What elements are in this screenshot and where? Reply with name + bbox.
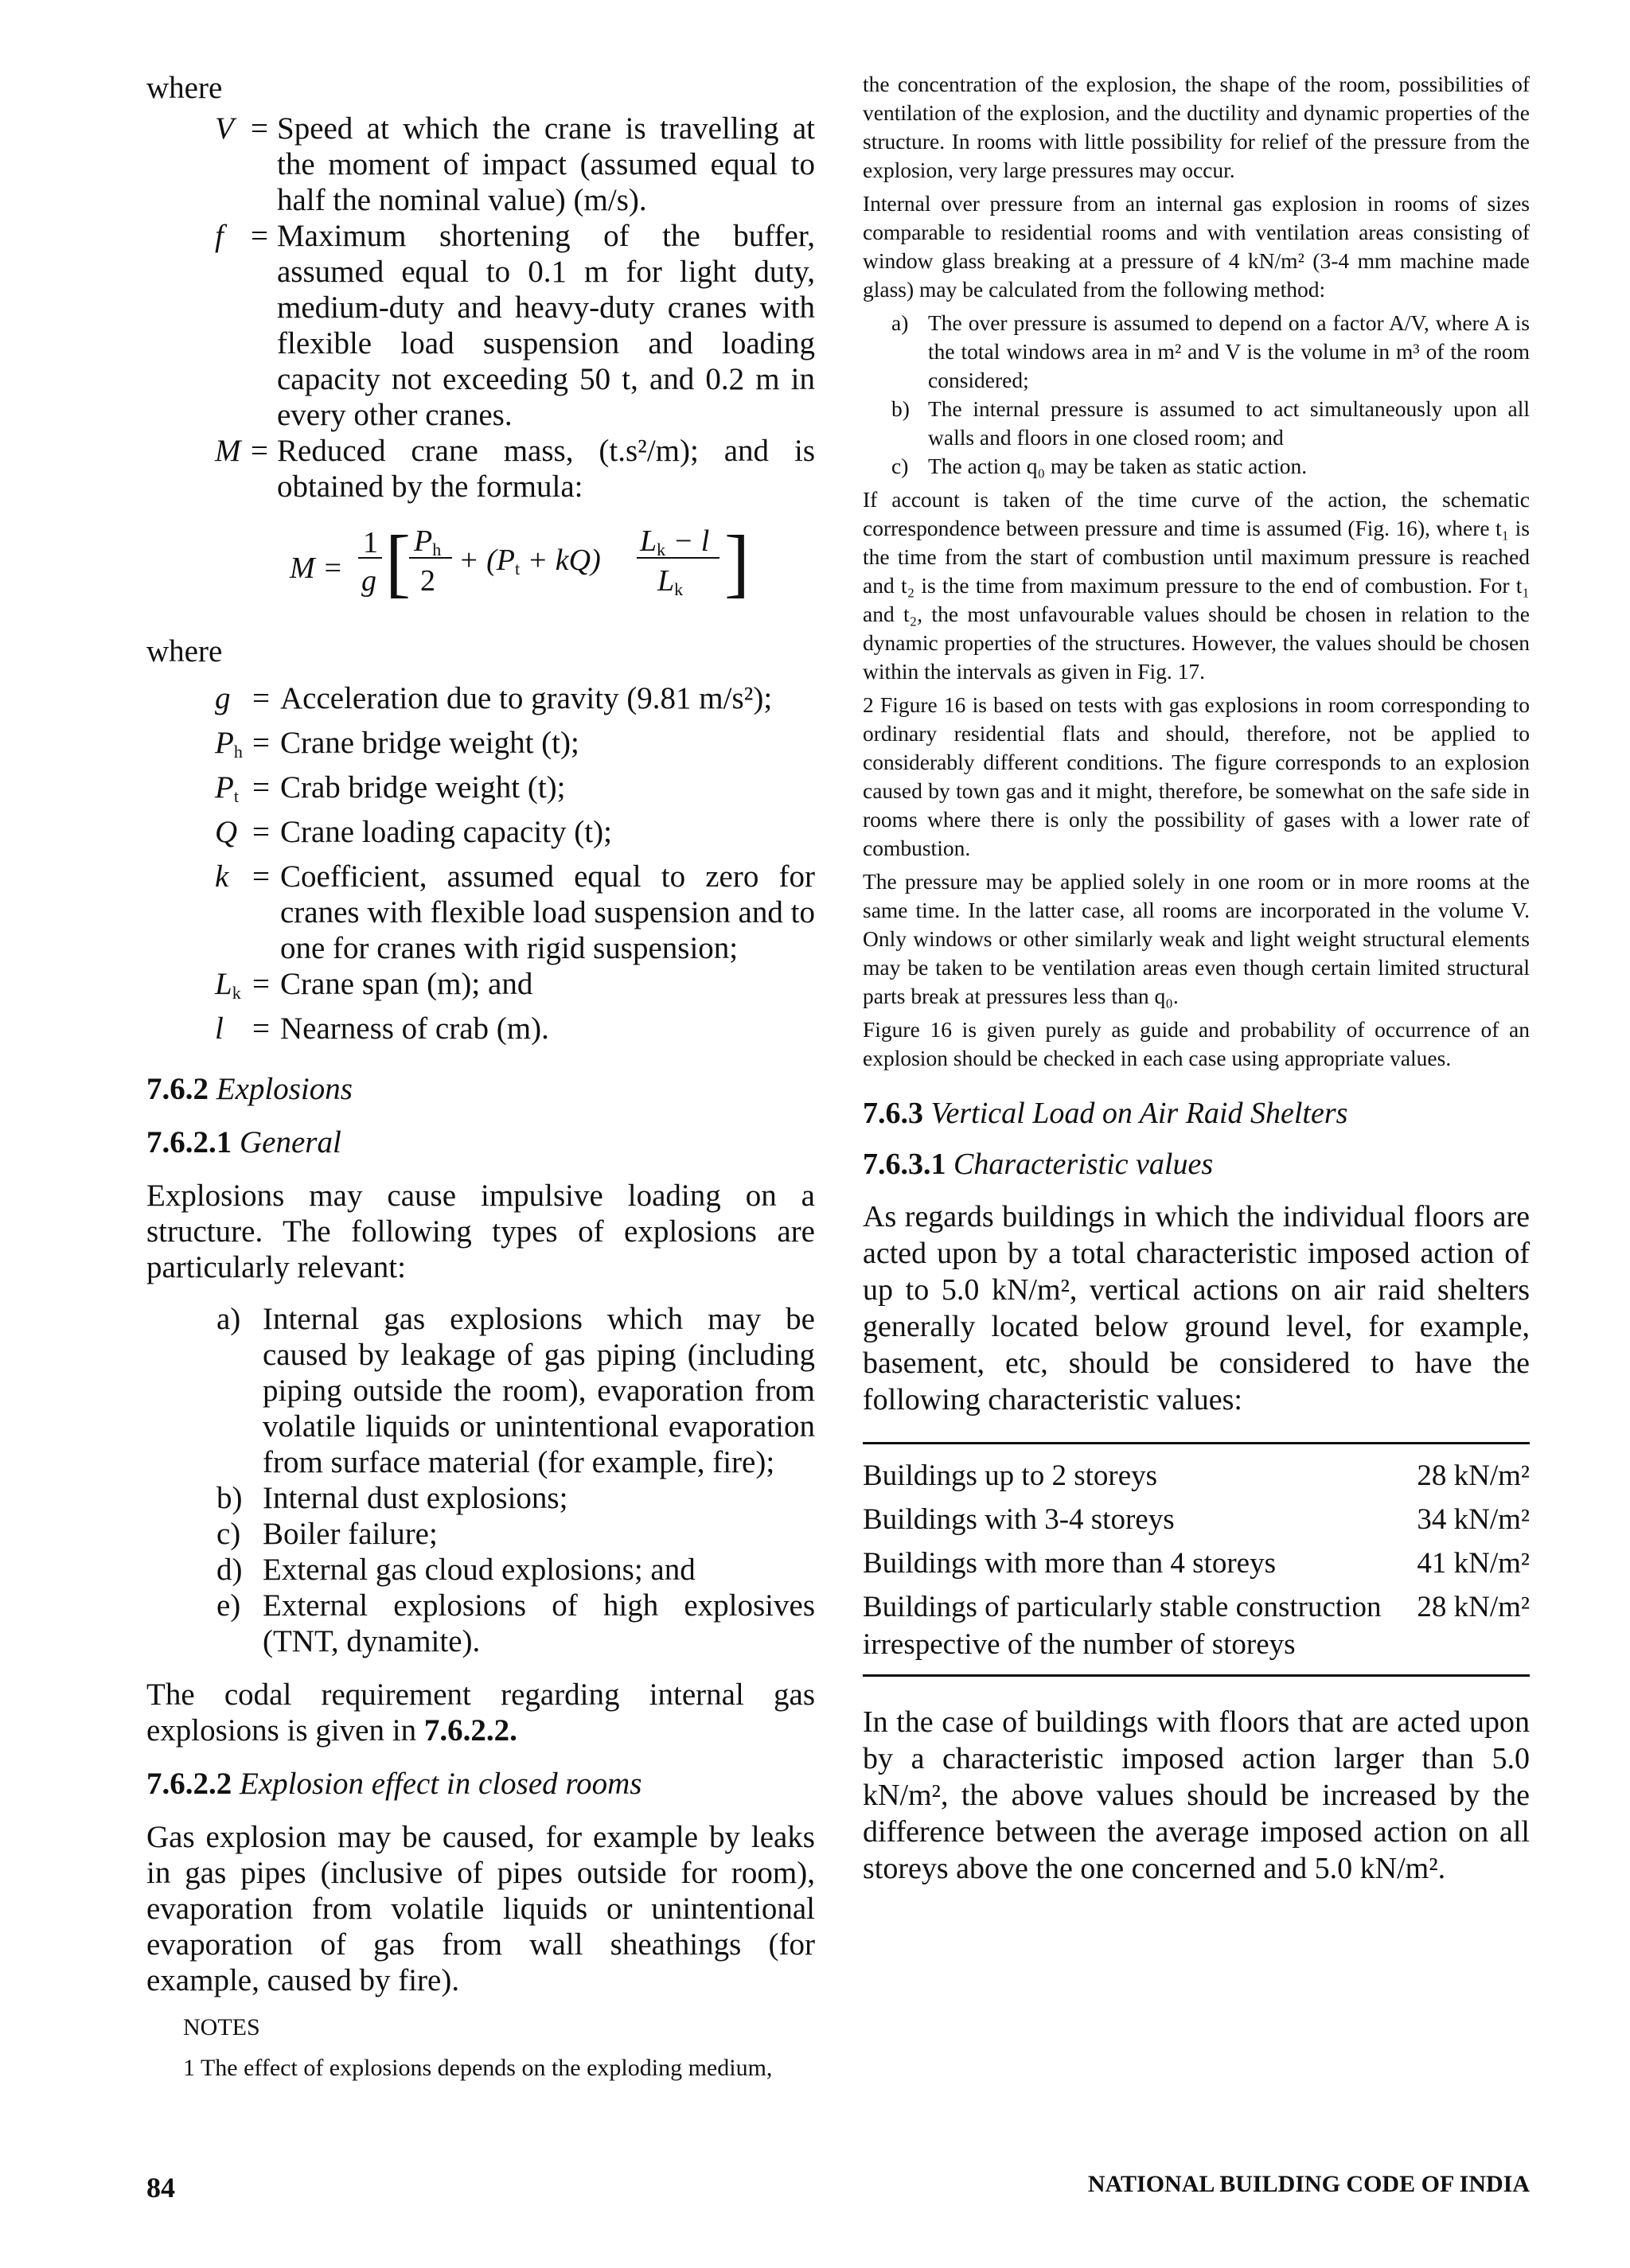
formula-lk-denominator [657,563,683,607]
var-symbol: f [215,219,224,253]
section-heading-7-6-2-1: 7.6.2.1 General [146,1125,341,1159]
list-item: d) External gas cloud explosions; and [216,1553,696,1587]
var-symbol: l [215,1011,224,1046]
where-label: where [146,634,223,668]
var-symbol: g [215,681,231,715]
var-equals: = [252,859,270,894]
ph-symbol: P [414,524,433,558]
formula-fraction-bar [409,557,452,559]
table-row: Buildings up to 2 storeys 28 kN/m² [863,1459,1530,1492]
right-column [863,70,1530,1887]
formula-lk-numerator [640,524,709,567]
formula-left-bracket: [ [385,520,411,605]
var-equals: = [251,111,268,146]
var-definition: Crane loading capacity (t); [280,815,612,849]
reduced-mass-formula [290,520,815,619]
list-item: a) The over pressure is assumed to depend on a factor A/V, where A is the total windows area in m² and V is the volume in m³ of the room considered; [891,310,1530,392]
variable-list-2 [210,680,815,1055]
var-definition: Maximum shortening of the buffer, assumed equal to 0.1 m for light duty, medium-duty and heavy-duty cranes with flexible load suspension and loading capacity not exceeding 50 t, and 0.2 m in every other cranes. [277,219,815,432]
ph-subscript: h [432,540,442,559]
formula-one: 1 [363,526,378,559]
figure-16-paragraph: Figure 16 is given purely as guide and probability of occurrence of an explosion should be checked in each case using appropriate values. [863,1017,1530,1070]
section-heading-7-6-3: 7.6.3 Vertical Load on Air Raid Shelters [863,1097,1348,1130]
table-row: Buildings with more than 4 storeys 41 kN/m² [863,1547,1530,1580]
var-equals: = [252,726,270,760]
minus-l: − l [665,524,710,558]
lk-den-symbol: L [657,564,675,598]
formula-right-bracket: ] [724,520,750,605]
table-row: Buildings of particularly stable construction irrespective of the number of storeys 28 kN/m² [863,1591,1530,1661]
method-list [863,309,1530,481]
var-definition: Reduced crane mass, (t.s²/m); and is obtained by the formula: [277,434,815,504]
list-item: a) Internal gas explosions which may be caused by leakage of gas piping (including piping outside the room), evaporation from volatile liquids or unintentional evaporation from surface material (for example, fire); [216,1302,815,1479]
pt-subscript: t [515,559,521,579]
where-label: where [146,71,223,105]
note-2: 2 Figure 16 is based on tests with gas explosions in room corresponding to ordinary residential flats and should, therefore, not be applied to considerably different conditions. The figure corresponds to an explosion caused by town gas and it might, therefore, be somewhat on the safe side in rooms where there is only the possibility of gases with a lower rate of combustion. [863,692,1530,860]
section-heading-7-6-2-2: 7.6.2.2 Explosion effect in closed rooms [146,1767,642,1801]
var-equals: = [251,219,268,253]
formula-two: 2 [420,564,435,598]
var-equals: = [252,1011,270,1046]
var-equals: = [252,815,270,849]
var-symbol: V [215,111,234,146]
section-heading-7-6-2: 7.6.2 Explosions [146,1072,353,1106]
list-item: b) Internal dust explosions; [216,1481,568,1515]
pressure-paragraph: The pressure may be applied solely in one room or in more rooms at the same time. In the latter case, all rooms are incorporated in the volume V. Only windows or other similarly weak and light weight structural elements may be taken to be ventilation areas even though certain limited structural parts break at pressures less than q₀. [863,869,1530,1008]
gas-explosion-paragraph: Gas explosion may be caused, for example by leaks in gas pipes (inclusive of pipes outside for room), evaporation from volatile liquids or unintentional evaporation of gas from wall sheathings (for example, caused by fire). [146,1820,815,1997]
formula-g: g [361,564,376,598]
list-item: c) The action q₀ may be taken as static action. [891,454,1308,478]
general-paragraph: Explosions may cause impulsive loading on a structure. The following types of explosions are particularly relevant: [146,1179,815,1284]
final-paragraph: In the case of buildings with floors that are acted upon by a characteristic imposed action larger than 5.0 kN/m², the above values should be increased by the difference between the average imposed action on all storeys above the one concerned and 5.0 kN/m². [863,1705,1530,1885]
codal-paragraph: The codal requirement regarding internal gas explosions is given in 7.6.2.2. [146,1678,815,1748]
note-1-start: 1 The effect of explosions depends on the exploding medium, [183,2055,773,2081]
regards-paragraph: As regards buildings in which the individual floors are acted upon by a total characteristic imposed action of up to 5.0 kN/m², vertical actions on air raid shelters generally located below ground level, for example, basement, etc, should be considered to have the following characteristic values: [863,1200,1530,1417]
var-symbol: k [215,859,229,894]
section-heading-7-6-3-1: 7.6.3.1 Characteristic values [863,1148,1214,1181]
formula-lhs: M = [290,551,343,585]
var-definition: Crane bridge weight (t); [280,726,579,760]
var-definition: Nearness of crab (m). [280,1011,549,1046]
var-definition: Crane span (m); and [280,967,533,1001]
lk-den-subscript: k [674,579,684,599]
footer-title: NATIONAL BUILDING CODE OF INDIA [1087,2171,1530,2197]
table-row: Buildings with 3-4 storeys 34 kN/m² [863,1503,1530,1536]
var-equals: = [251,434,268,468]
var-symbol: $P_h$ [215,726,243,762]
var-definition: Coefficient, assumed equal to zero for cranes with flexible load suspension and to one for cranes with rigid suspension; [280,859,815,965]
var-symbol: Q [215,815,238,849]
var-equals: = [252,681,270,715]
notes-label: NOTES [183,2014,260,2040]
formula-ph [414,524,441,567]
formula-fraction-bar [637,557,719,559]
pt-symbol: + (P [458,544,516,577]
formula-fraction-bar [358,557,382,559]
note-1-continued: the concentration of the explosion, the shape of the room, possibilities of ventilation of the explosion, and the ductility and dynamic properties of the structure. In rooms with little possibility for relief of the pressure from the explosion, very large pressures may occur. [863,72,1530,182]
var-definition: Speed at which the crane is travelling at the moment of impact (assumed equal to half the nominal value) (m/s). [277,111,815,217]
time-curve-paragraph: If account is taken of the time curve of the action, the schematic correspondence between pressure and time is assumed (Fig. 16), where t₁ is the time from the start of combustion until maximum pressure is reached and t₂ is the time from maximum pressure to the end of combustion. For t₁ and t₂, the most unfavourable values should be chosen in relation to the dynamic properties of the structures. However, the values should be chosen within the intervals as given in Fig. 17. [863,487,1530,684]
internal-pressure-paragraph: Internal over pressure from an internal gas explosion in rooms of sizes comparable to residential rooms and with ventilation areas consisting of window glass breaking at a pressure of 4 kN/m² (3-4 mm machine made glass) may be calculated from the following method: [863,191,1530,302]
list-item: e) External explosions of high explosives (TNT, dynamite). [216,1588,815,1658]
var-symbol: $L_k$ [215,967,241,1003]
characteristic-values-table [863,1442,1530,1677]
lk-symbol: L [640,524,657,558]
var-symbol: $P_t$ [215,770,239,806]
lk-subscript: k [657,540,666,559]
left-column [146,70,815,2086]
var-definition: Crab bridge weight (t); [280,770,566,805]
var-equals: = [252,967,270,1001]
explosion-types-list [216,1301,815,1659]
formula-pt-term [458,543,601,586]
list-item: c) Boiler failure; [216,1517,438,1551]
page-number: 84 [146,2172,175,2204]
var-symbol: M [215,434,241,468]
var-definition: Acceleration due to gravity (9.81 m/s²); [280,681,773,715]
var-equals: = [252,770,270,805]
list-item: b) The internal pressure is assumed to act simultaneously upon all walls and floors in one closed room; and [891,396,1530,450]
variable-list-1 [210,111,815,505]
kq-term: + kQ) [520,544,601,577]
